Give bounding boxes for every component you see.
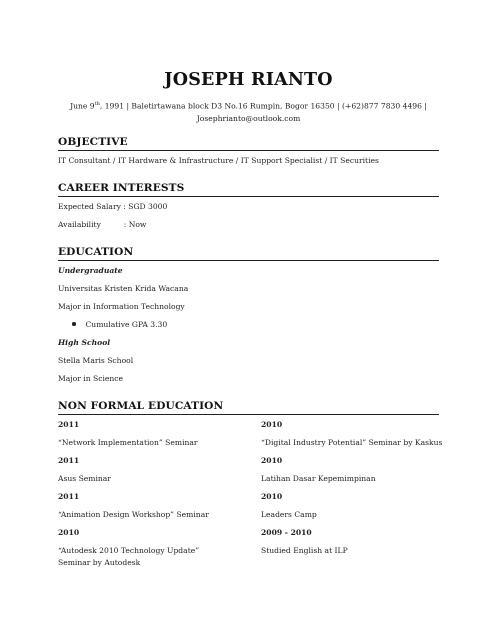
nfe-right-year-2: 2010 <box>261 456 283 465</box>
contact-birth-day: June 9 <box>70 101 95 111</box>
nfe-right-year-1: 2010 <box>261 420 283 429</box>
availability-label: Availability <box>58 220 101 229</box>
education-rule <box>58 260 439 261</box>
undergrad-label: Undergraduate <box>58 266 123 275</box>
objective-rule <box>58 150 439 151</box>
objective-title: OBJECTIVE <box>58 136 128 148</box>
nfe-left-year-4: 2010 <box>58 528 80 537</box>
undergrad-gpa: Cumulative GPA 3.30 <box>85 320 168 329</box>
contact-birth-suffix: th <box>94 101 100 107</box>
nonformal-rule <box>58 414 439 415</box>
highschool-label: High School <box>58 338 111 347</box>
nfe-left-desc-2: Asus Seminar <box>58 474 111 483</box>
nonformal-section <box>58 400 439 415</box>
nonformal-title: NON FORMAL EDUCATION <box>58 400 224 412</box>
career-section <box>58 182 439 197</box>
bullet-icon <box>72 322 76 326</box>
nfe-left-desc-1: “Network Implementation” Seminar <box>58 438 198 447</box>
career-availability <box>58 220 146 229</box>
undergrad-school: Universitas Kristen Krida Wacana <box>58 284 189 293</box>
nfe-right-year-3: 2010 <box>261 492 283 501</box>
nfe-left-year-2: 2011 <box>58 456 80 465</box>
undergrad-gpa-item <box>72 320 167 329</box>
availability-value: : Now <box>123 220 147 229</box>
nfe-left-year-1: 2011 <box>58 420 80 429</box>
nfe-left-year-3: 2011 <box>58 492 80 501</box>
nfe-right-desc-3: Leaders Camp <box>261 510 317 519</box>
nfe-left-desc-4: “Autodesk 2010 Technology Update” Seminar by Autodesk <box>58 546 200 567</box>
career-salary: Expected Salary : SGD 3000 <box>58 202 168 211</box>
highschool-major: Major in Science <box>58 374 124 383</box>
objective-section <box>58 136 439 151</box>
education-section <box>58 246 439 261</box>
contact-info <box>58 98 439 126</box>
nfe-right-year-4: 2009 - 2010 <box>261 528 312 537</box>
nfe-right-desc-1: “Digital Industry Potential” Seminar by Kaskus <box>261 438 443 447</box>
contact-address-phone: , 1991 | Baletirtawana block D3 No.16 Rumpin, Bogor 16350 | (+62)877 7830 4496 | <box>99 101 427 111</box>
nfe-left-desc-3: “Animation Design Workshop” Seminar <box>58 510 209 519</box>
objective-text: IT Consultant / IT Hardware & Infrastructure / IT Support Specialist / IT Securities <box>58 156 379 165</box>
nfe-right-desc-4: Studied English at ILP <box>261 546 348 555</box>
undergrad-major: Major in Information Technology <box>58 302 185 311</box>
education-title: EDUCATION <box>58 246 134 258</box>
career-title: CAREER INTERESTS <box>58 182 185 194</box>
highschool-school: Stella Maris School <box>58 356 134 365</box>
nfe-right-desc-2: Latihan Dasar Kepemimpinan <box>261 474 376 483</box>
career-rule <box>58 196 439 197</box>
resume-name: JOSEPH RIANTO <box>164 70 333 90</box>
contact-email: Josephrianto@outlook.com <box>196 114 301 124</box>
